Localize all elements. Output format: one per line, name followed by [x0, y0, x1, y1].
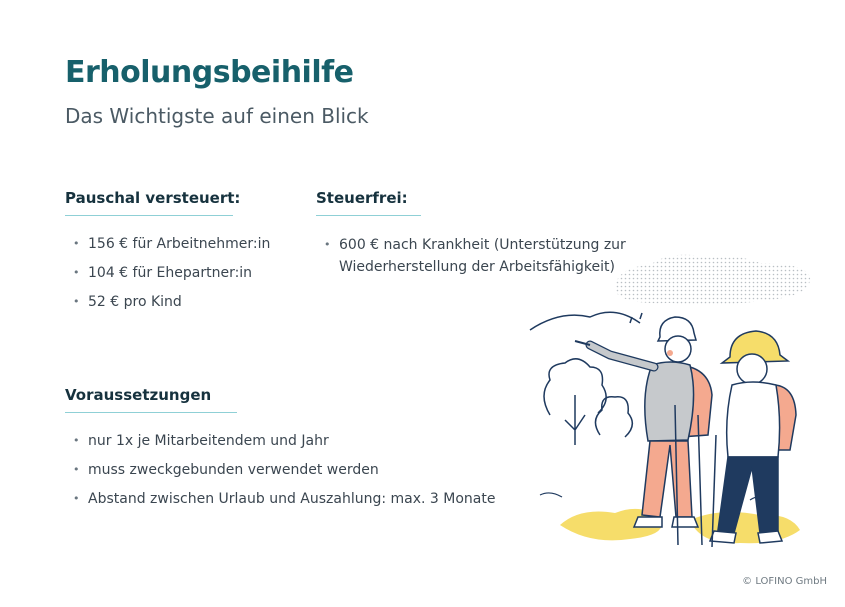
heading-underline [65, 215, 233, 216]
section-heading-pauschal: Pauschal versteuert: [65, 189, 241, 207]
section-pauschal [65, 188, 305, 321]
list-item: • Abstand zwischen Urlaub und Auszahlung: max. 3 Monate [65, 489, 525, 509]
list-pauschal [65, 234, 305, 312]
copyright: © LOFINO GmbH [742, 576, 827, 587]
list-item: • 52 € pro Kind [65, 292, 305, 312]
page-subtitle: Das Wichtigste auf einen Blick [65, 104, 369, 128]
list-item: • muss zweckgebunden verwendet werden [65, 460, 525, 480]
section-heading-voraussetzungen: Voraussetzungen [65, 386, 212, 404]
list-item: • 156 € für Arbeitnehmer:in [65, 234, 305, 254]
section-heading-steuerfrei: Steuerfrei: [316, 189, 408, 207]
hikers-illustration [520, 245, 820, 565]
list-voraussetzungen [65, 431, 525, 509]
section-voraussetzungen [65, 385, 525, 518]
heading-underline [316, 215, 421, 216]
list-item: • nur 1x je Mitarbeitendem und Jahr [65, 431, 525, 451]
page-title: Erholungsbeihilfe [65, 55, 354, 90]
list-item: • 104 € für Ehepartner:in [65, 263, 305, 283]
heading-underline [65, 412, 237, 413]
list-item: • 600 € nach Krankheit (Unterstützung zur Wiederherstellung der Arbeitsfähigkeit) [316, 234, 656, 278]
